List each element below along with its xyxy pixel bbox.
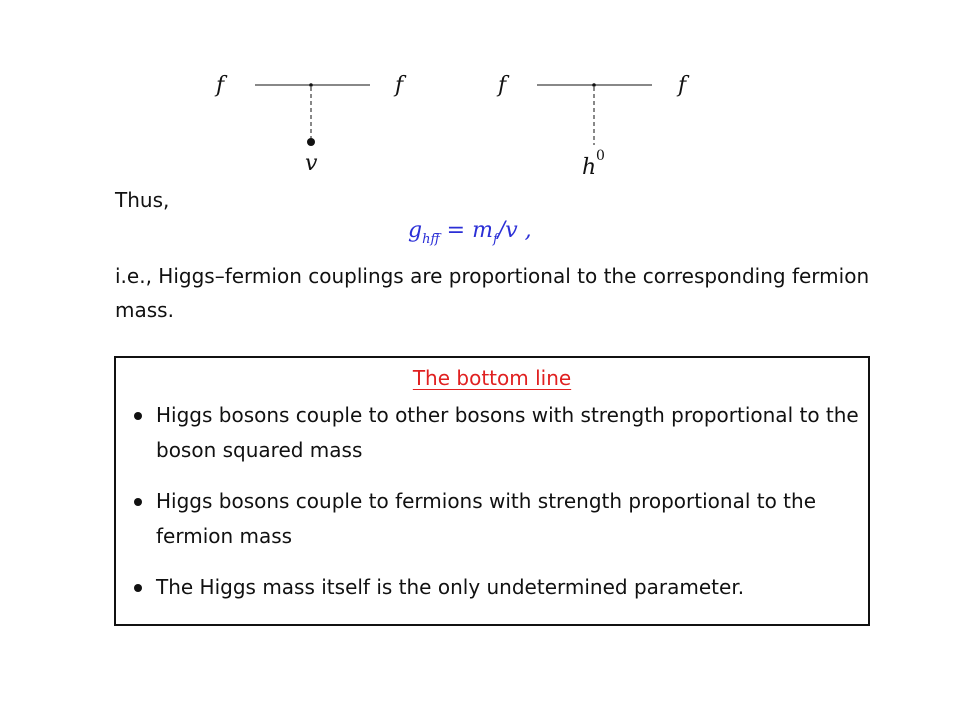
- thus-text: Thus,: [115, 188, 170, 212]
- bottom-line-item: [130, 484, 860, 554]
- coupling-statement: i.e., Higgs–fermion couplings are proportional to the corresponding fermion mass.: [115, 264, 870, 322]
- vev-label: v: [305, 151, 318, 176]
- bottom-line-list: [130, 398, 860, 621]
- diagram-vev: [214, 73, 407, 176]
- left-fermion-out-label: f: [395, 73, 404, 98]
- equation-g: g: [408, 218, 423, 243]
- equation-rest: /v ,: [497, 218, 532, 243]
- equation-m: m: [472, 218, 493, 243]
- diagram-higgs: [496, 73, 690, 180]
- right-vertex: [592, 83, 596, 87]
- feynman-diagrams: [0, 0, 960, 190]
- bottom-line-item: [130, 570, 860, 605]
- right-fermion-in-label: f: [498, 73, 507, 98]
- bottom-line-title: [116, 366, 868, 390]
- bottom-line-item-text: Higgs bosons couple to other bosons with strength proportional to the boson squared mass: [156, 403, 859, 462]
- equation-m-subscript: f: [492, 232, 498, 247]
- left-fermion-in-label: f: [216, 73, 225, 98]
- bottom-line-item: [130, 398, 860, 468]
- bullet-icon: [134, 584, 142, 592]
- bottom-line-box: [114, 356, 870, 626]
- higgs-label-sup: 0: [596, 148, 605, 164]
- bullet-icon: [134, 498, 142, 506]
- vev-dot: [307, 138, 315, 146]
- coupling-equation: [408, 218, 532, 247]
- bottom-line-item-text: The Higgs mass itself is the only undetermined parameter.: [156, 575, 745, 599]
- equation-equals: =: [439, 218, 473, 243]
- feynman-diagrams-svg: [0, 0, 960, 190]
- bottom-line-title-text: The bottom line: [412, 366, 572, 390]
- higgs-label: h: [582, 155, 597, 180]
- equation-g-subscript: hff̄: [422, 232, 440, 247]
- bullet-icon: [134, 412, 142, 420]
- left-vertex: [309, 83, 313, 87]
- bottom-line-item-text: Higgs bosons couple to fermions with strength proportional to the fermion mass: [156, 489, 816, 548]
- right-fermion-out-label: f: [678, 73, 687, 98]
